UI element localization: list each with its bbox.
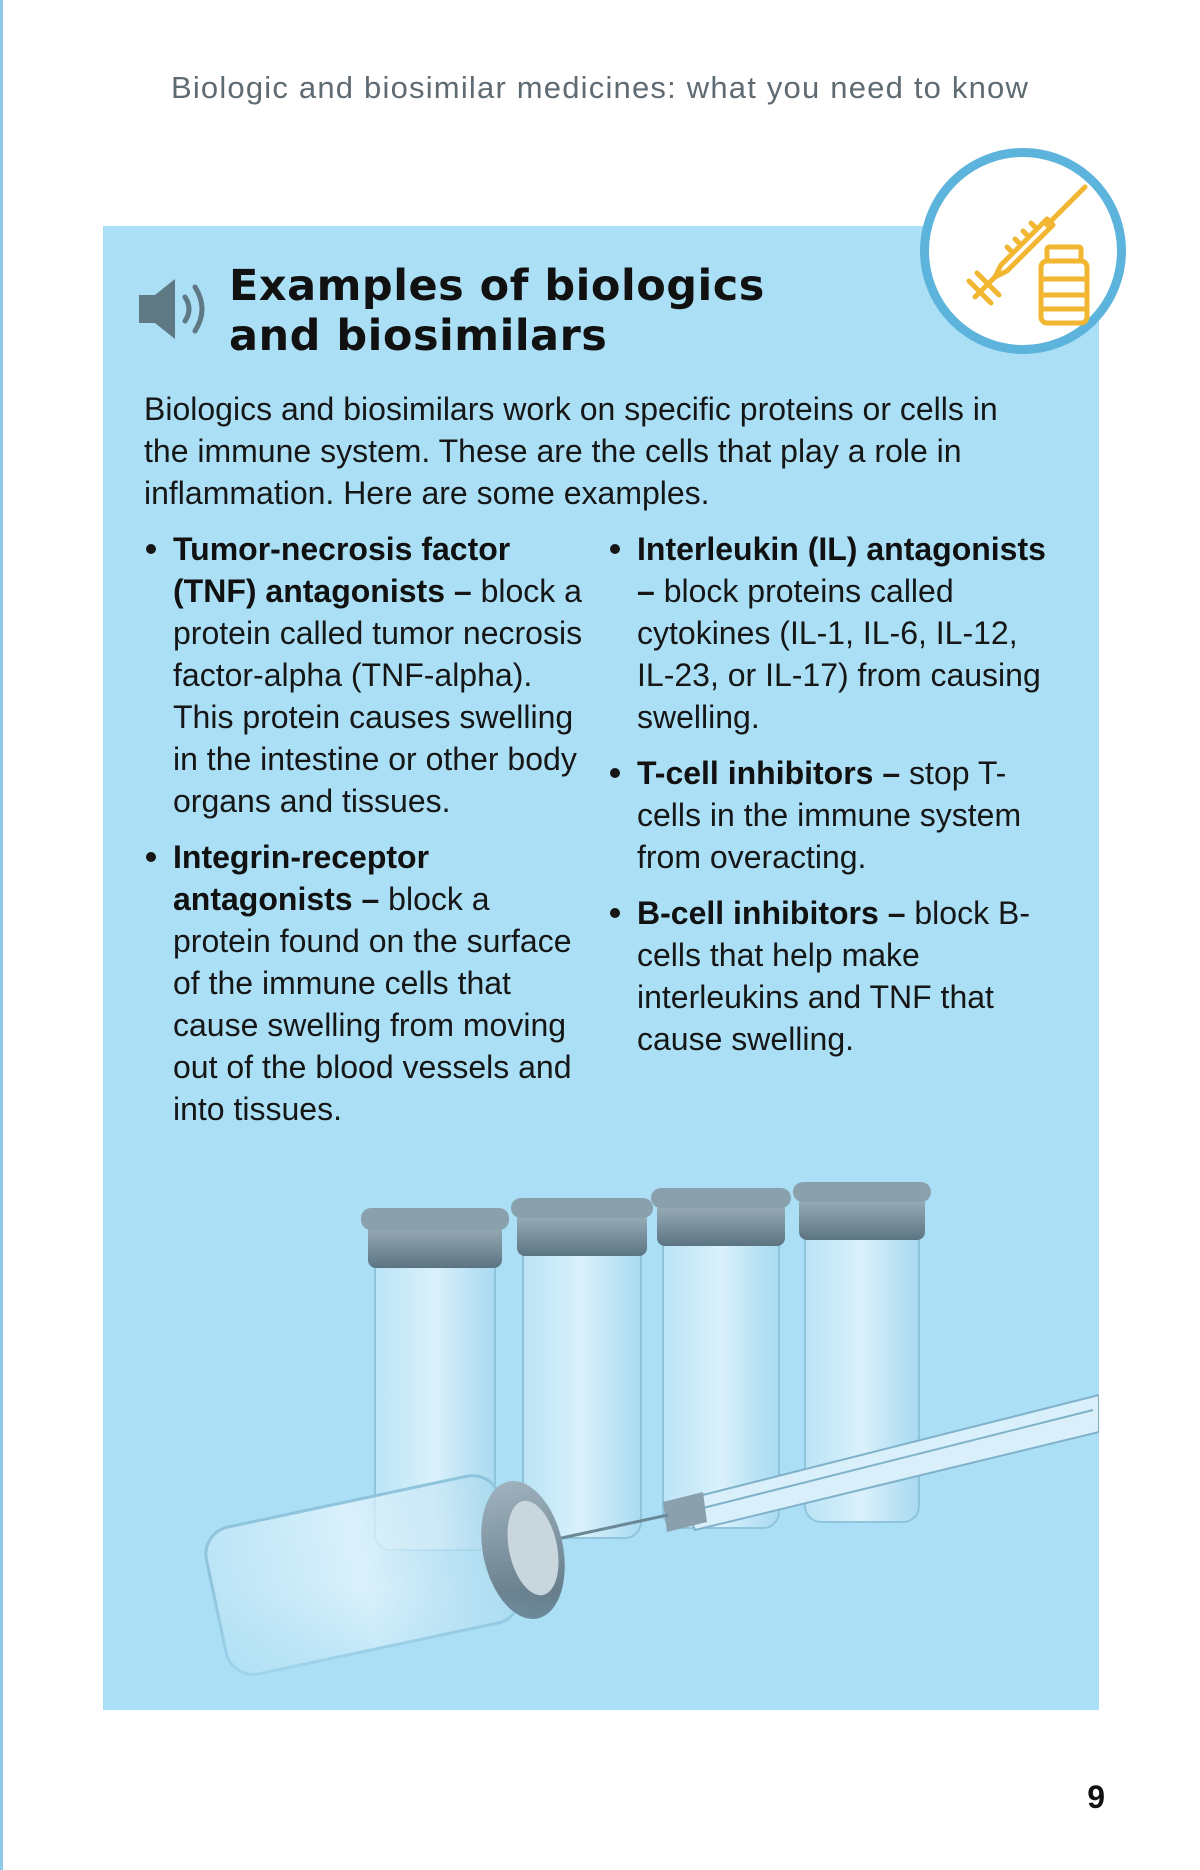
item-separator: – (352, 881, 389, 917)
speaker-icon[interactable] (135, 273, 215, 345)
badge (920, 148, 1126, 354)
syringe-vial-icon (929, 157, 1117, 345)
item-term: Tumor-necrosis factor (TNF) antagonists (173, 531, 511, 609)
intro-paragraph: Biologics and biosimilars work on specific proteins or cells in the immune system. These are the cells that play a role in inflammation. Here are some examples. (144, 391, 998, 511)
item-description: stop T-cells in the immune system from overacting. (637, 755, 1022, 875)
item-description: block B-cells that help make interleukins and TNF that cause swelling. (637, 895, 1030, 1057)
vials-syringe-photo (103, 1170, 1099, 1710)
page-number: 9 (1087, 1779, 1105, 1815)
item-separator: – (873, 755, 910, 791)
item-term: Interleukin (IL) antagonists (637, 531, 1046, 567)
section-title (229, 261, 765, 361)
list-item (608, 892, 1048, 1060)
list-item (608, 528, 1048, 738)
section-title-line-1: Examples of biologics (229, 261, 765, 311)
examples-list-right (608, 528, 1048, 1074)
item-term: T-cell inhibitors (637, 755, 874, 791)
item-description: block a protein found on the surface of the immune cells that cause swelling from moving out of the blood vessels and into tissues. (173, 881, 572, 1127)
item-description: block a protein called tumor necrosis factor-alpha (TNF-alpha). This protein causes swelling in the intestine or other body organs and tissues. (173, 573, 583, 819)
list-item (144, 836, 584, 1130)
section-title-line-2: and biosimilars (229, 311, 608, 361)
item-separator: – (444, 573, 481, 609)
item-description: block proteins called cytokines (IL-1, IL-6, IL-12, IL-23, or IL-17) from causing swelling. (637, 573, 1041, 735)
list-item (608, 752, 1048, 878)
examples-list-left (144, 528, 584, 1144)
item-separator: – (878, 895, 915, 931)
page-edge-line (0, 0, 3, 1870)
item-term: B-cell inhibitors (637, 895, 879, 931)
list-item (144, 528, 584, 822)
item-separator: – (637, 573, 664, 609)
running-header: Biologic and biosimilar medicines: what you need to know (170, 70, 1030, 105)
item-term: Integrin-receptor antagonists (173, 839, 430, 917)
